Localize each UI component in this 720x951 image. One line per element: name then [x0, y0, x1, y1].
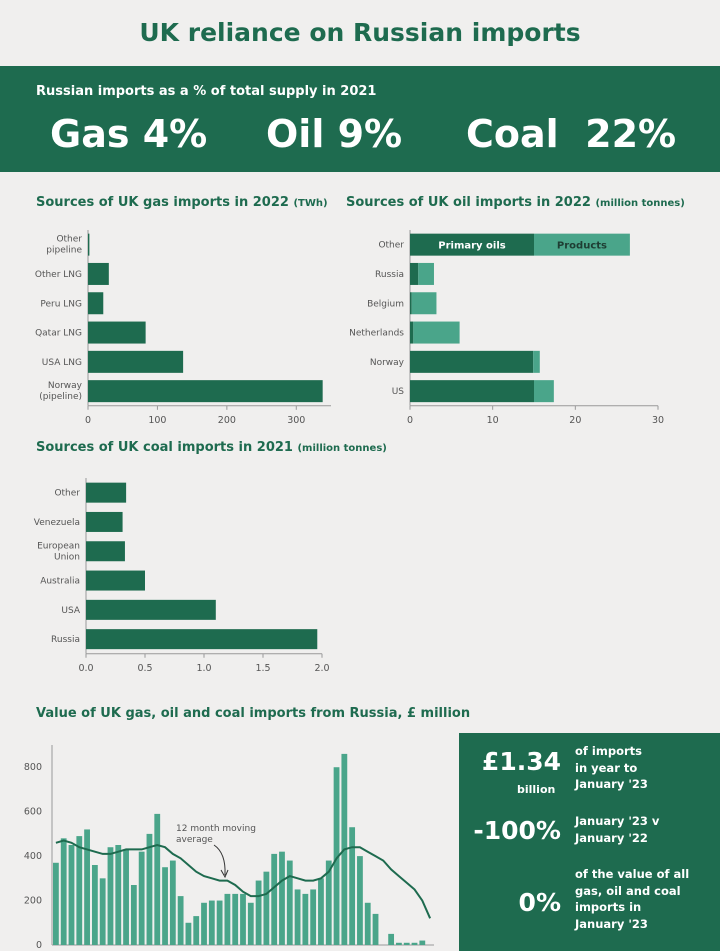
column	[123, 849, 129, 945]
stat-oil	[266, 112, 402, 156]
category-label: European Union	[37, 541, 80, 563]
column	[419, 941, 425, 945]
annotation-arrow	[214, 845, 225, 875]
column	[396, 943, 402, 945]
bar	[88, 234, 89, 256]
column	[139, 852, 145, 945]
column	[388, 934, 394, 945]
oil-imports-chart	[336, 220, 720, 435]
y-tick-label: 400	[23, 851, 42, 863]
bar-primary	[410, 322, 413, 344]
bar-products	[534, 380, 554, 402]
column	[193, 916, 199, 945]
x-tick-label: 0	[406, 414, 414, 426]
column	[365, 903, 371, 945]
y-tick-label: 200	[23, 895, 42, 907]
bar	[88, 351, 183, 373]
legend-primary-oils: Primary oils	[438, 240, 506, 252]
category-label: Other	[378, 240, 404, 251]
category-label: Other	[54, 488, 80, 499]
category-label: Qatar LNG	[35, 328, 82, 339]
bar-products	[412, 292, 437, 314]
bar	[88, 322, 146, 344]
x-tick-label: 0.5	[137, 662, 153, 674]
stat-coal-label: Coal	[466, 112, 559, 156]
category-label: USA	[61, 605, 80, 616]
bar-products	[533, 351, 540, 373]
panel-value-2: -100%	[473, 816, 561, 845]
stat-gas-label: Gas	[50, 112, 130, 156]
column	[53, 863, 59, 945]
x-tick-label: 200	[217, 414, 236, 426]
column	[412, 943, 418, 945]
column	[92, 865, 98, 945]
column	[170, 861, 176, 945]
stat-gas-value: 4%	[142, 112, 208, 156]
stat-coal	[466, 112, 676, 156]
column	[349, 827, 355, 945]
column	[186, 923, 192, 945]
column	[147, 834, 153, 945]
value-chart-title: Value of UK gas, oil and coal imports from Russia, £ million	[36, 706, 471, 721]
column	[256, 881, 262, 945]
bar	[88, 292, 103, 314]
column	[225, 894, 231, 945]
stat-gas	[50, 112, 207, 156]
column	[209, 901, 215, 945]
bar	[86, 483, 126, 503]
bar-primary	[410, 380, 534, 402]
stat-coal-value: 22%	[585, 112, 677, 156]
column	[271, 854, 277, 945]
coal-imports-chart	[0, 470, 360, 675]
column	[76, 836, 82, 945]
x-tick-label: 2.0	[314, 662, 330, 674]
bar	[88, 263, 109, 285]
column	[357, 856, 363, 945]
banner-subtitle: Russian imports as a % of total supply in 2021	[36, 84, 377, 99]
y-tick-label: 0	[35, 940, 42, 951]
summary-banner	[0, 66, 720, 172]
bar-products	[413, 322, 459, 344]
bar-primary	[410, 263, 418, 285]
bar-products	[418, 263, 434, 285]
column	[373, 914, 379, 945]
value-imports-chart	[0, 735, 456, 951]
column	[232, 894, 238, 945]
column	[217, 901, 223, 945]
y-tick-label: 800	[23, 762, 42, 774]
x-tick-label: 30	[651, 414, 665, 426]
category-label: Russia	[375, 269, 404, 280]
column	[108, 847, 114, 945]
category-label: Norway	[369, 357, 404, 368]
y-tick-label: 600	[23, 806, 42, 818]
panel-text-1: of imports in year to January '23	[575, 744, 648, 792]
x-tick-label: 1.5	[255, 662, 271, 674]
column	[287, 861, 293, 945]
gas-imports-chart	[0, 220, 340, 435]
gas-chart-title: Sources of UK gas imports in 2022 (TWh)	[36, 195, 328, 210]
column	[240, 894, 246, 945]
x-tick-label: 0.0	[78, 662, 94, 674]
x-tick-label: 100	[148, 414, 167, 426]
column	[318, 878, 324, 945]
bar	[86, 571, 145, 591]
column	[100, 878, 106, 945]
x-tick-label: 300	[287, 414, 306, 426]
page-title: UK reliance on Russian imports	[139, 18, 581, 47]
column	[279, 852, 285, 945]
x-tick-label: 20	[569, 414, 582, 426]
category-label: USA LNG	[41, 357, 82, 368]
category-label: Peru LNG	[40, 299, 82, 310]
category-label: Belgium	[367, 299, 404, 310]
summary-panel	[459, 733, 720, 951]
column	[310, 889, 316, 945]
column	[162, 867, 168, 945]
bar-primary	[410, 292, 412, 314]
column	[295, 889, 301, 945]
legend-products: Products	[556, 240, 607, 252]
column	[201, 903, 207, 945]
x-tick-label: 10	[486, 414, 499, 426]
stat-oil-value: 9%	[337, 112, 403, 156]
category-label: Other LNG	[34, 269, 82, 280]
category-label: Australia	[40, 576, 80, 587]
bar	[86, 600, 216, 620]
bar	[88, 380, 323, 402]
column	[154, 814, 160, 945]
oil-chart-title: Sources of UK oil imports in 2022 (million tonnes)	[346, 195, 685, 210]
column	[69, 845, 75, 945]
column	[61, 838, 67, 945]
coal-chart-title: Sources of UK coal imports in 2021 (million tonnes)	[36, 440, 387, 455]
column	[131, 885, 137, 945]
column	[404, 943, 410, 945]
moving-average-annotation: 12 month moving average	[176, 824, 256, 845]
panel-text-2: January '23 v January '22	[575, 814, 660, 845]
category-label: Norway (pipeline)	[39, 381, 82, 403]
column	[84, 829, 90, 945]
panel-value-1: £1.34	[481, 747, 561, 776]
bar	[86, 629, 317, 649]
column	[115, 845, 121, 945]
category-label: US	[391, 387, 404, 398]
bar	[86, 512, 123, 532]
x-tick-label: 1.0	[196, 662, 212, 674]
annotation-arrowhead	[221, 870, 228, 877]
column	[248, 903, 254, 945]
panel-text-3: of the value of all gas, oil and coal imports in January '23	[575, 867, 690, 932]
bar	[86, 541, 125, 561]
category-label: Other pipeline	[46, 234, 82, 256]
category-label: Venezuela	[33, 517, 80, 528]
panel-value-1-unit: billion	[517, 783, 556, 796]
column	[302, 894, 308, 945]
bar-primary	[410, 351, 533, 373]
stat-oil-label: Oil	[266, 112, 325, 156]
x-tick-label: 0	[84, 414, 92, 426]
column	[178, 896, 184, 945]
panel-value-3: 0%	[518, 888, 561, 917]
category-label: Netherlands	[349, 328, 404, 339]
column	[263, 872, 269, 945]
category-label: Russia	[51, 635, 80, 646]
